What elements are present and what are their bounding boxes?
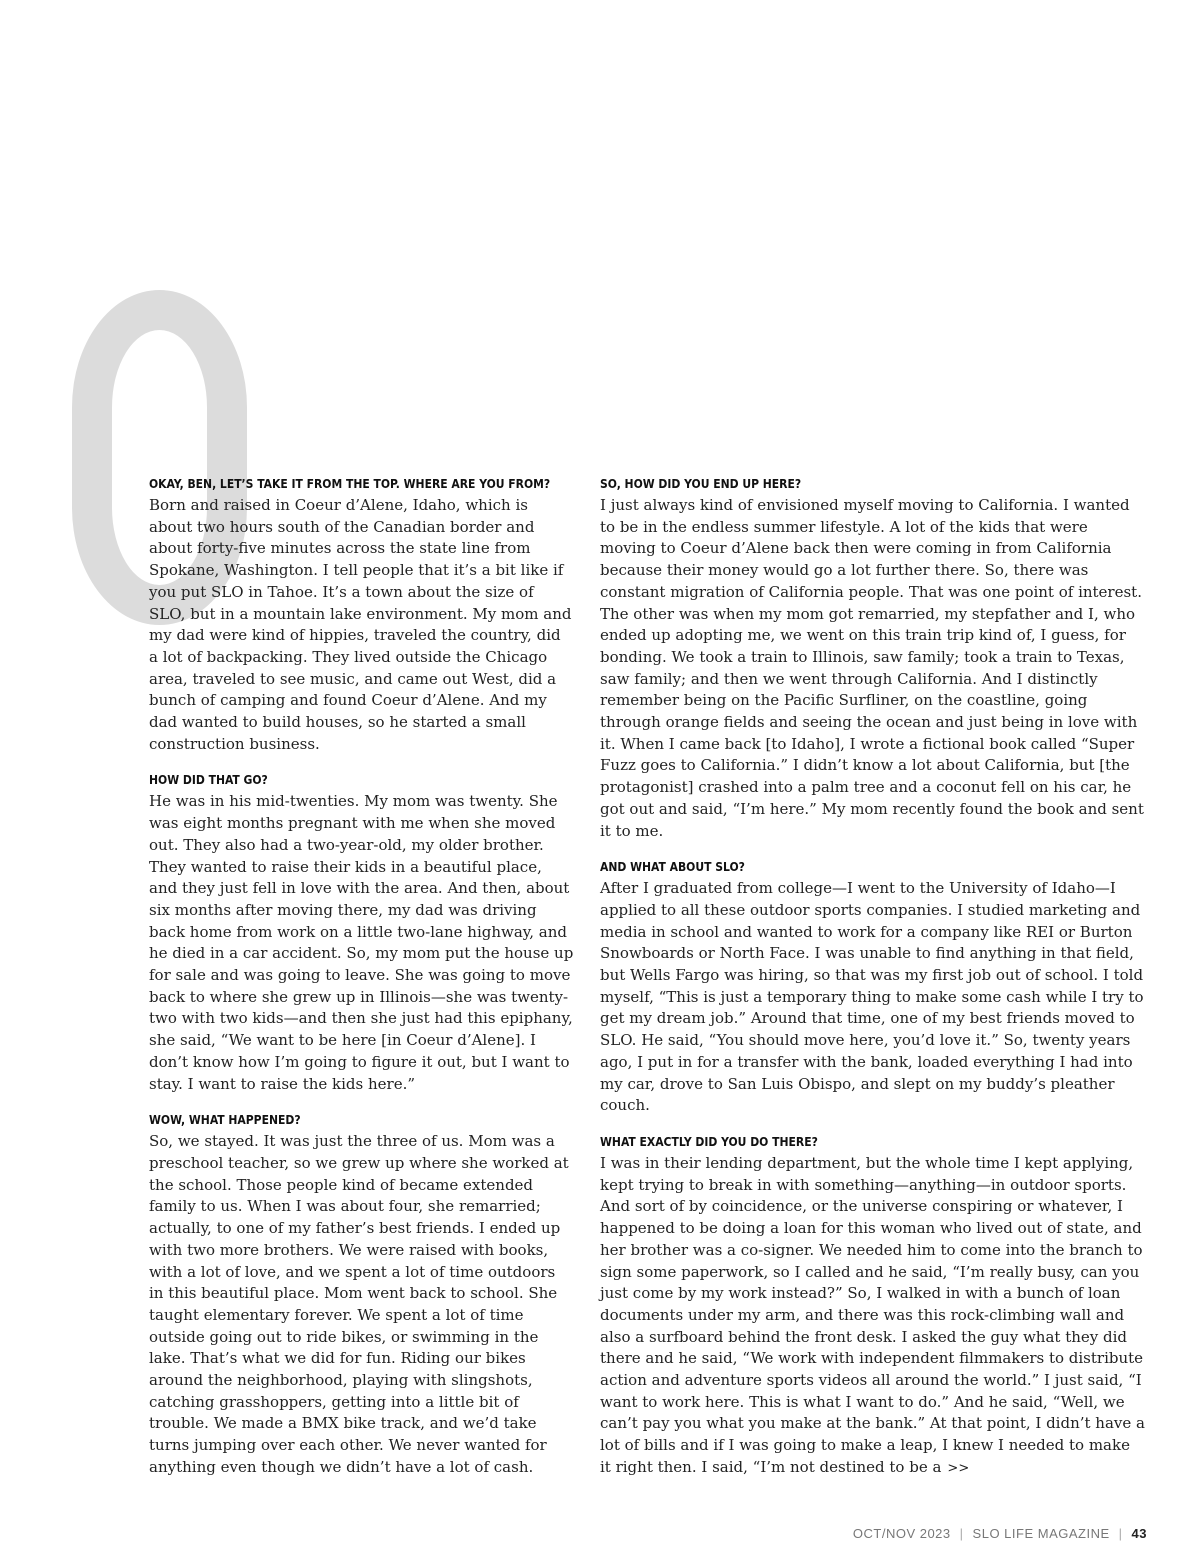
article-column-right [600, 475, 1145, 1496]
page-footer [0, 1526, 1147, 1541]
question-heading: AND WHAT ABOUT SLO? [600, 860, 745, 875]
footer-separator: | [959, 1526, 964, 1541]
answer-paragraph-continued [600, 1153, 1145, 1480]
question-heading: OKAY, BEN, LET’S TAKE IT FROM THE TOP. WHERE ARE YOU FROM? [149, 477, 551, 491]
answer-paragraph: After I graduated from college—I went to the University of Idaho—I applied to all these outdoor sports companies. I studied marketing and media in school and wanted to work for a company like REI or Burton Snowboards or North Face. I was unable to find anything in that field, but Wells Fargo was hiring, so that was my first job out of school. I told myself, “This is just a temporary thing to make some cash while I try to get my dream job.” Around that time, one of my best friends moved to SLO. He said, “You should move here, you’d love it.” So, twenty years ago, I put in for a transfer with the bank, loaded everything I had into my car, drove to San Luis Obispo, and slept on my buddy’s pleather couch. [600, 879, 1144, 1115]
answer-paragraph: So, we stayed. It was just the three of us. Mom was a preschool teacher, so we grew up where she worked at the school. Those people kind of became extended family to us. When I was about four, she remarried; actually, to one of my father’s best friends. I ended up with two more brothers. We were raised with books, with a lot of love, and we spent a lot of time outdoors in this beautiful place. Mom went back to school. She taught elementary forever. We spent a lot of time outside going out to ride bikes, or swimming in the lake. That’s what we did for fun. Riding our bikes around the neighborhood, playing with slingshots, catching grasshoppers, getting into a little bit of trouble. We made a BMX bike track, and we’d take turns jumping over each other. We never wanted for anything even though we didn’t have a lot of cash. [149, 1132, 569, 1476]
magazine-name: SLO LIFE MAGAZINE [972, 1526, 1110, 1541]
answer-paragraph: I just always kind of envisioned myself moving to California. I wanted to be in the endless summer lifestyle. A lot of the kids that were moving to Coeur d’Alene back then were coming in from California because their money would go a lot further there. So, there was constant migration of California people. That was one point of interest. The other was when my mom got remarried, my stepfather and I, who ended up adopting me, we went on this train trip kind of, I guess, for bonding. We took a train to Illinois, saw family; took a train to Texas, saw family; and then we went through California. And I distinctly remember being on the Pacific Surfliner, on the coastline, going through orange fields and seeing the ocean and just being in love with it. When I came back [to Idaho], I wrote a fictional book called “Super Fuzz goes to California.” I didn’t know a lot about California, but [the protagonist] crashed into a palm tree and a coconut fell on his car, he got out and said, “I’m here.” My mom recently found the book and sent it to me. [600, 496, 1144, 840]
continued-marker: >> [947, 1460, 970, 1476]
question-heading: HOW DID THAT GO? [149, 773, 268, 788]
question-heading: WOW, WHAT HAPPENED? [149, 1113, 301, 1128]
question-heading: SO, HOW DID YOU END UP HERE? [600, 477, 802, 491]
answer-paragraph: Born and raised in Coeur d’Alene, Idaho, which is about two hours south of the Canadian border and about forty-five minutes across the state line from Spokane, Washington. I tell people that it’s a bit like if you put SLO in Tahoe. It’s a town about the size of SLO, but in a mountain lake environment. My mom and my dad were kind of hippies, traveled the country, did a lot of backpacking. They lived outside the Chicago area, traveled to see music, and came out West, did a bunch of camping and found Coeur d’Alene. And my dad wanted to build houses, so he started a small construction business. [149, 496, 572, 753]
answer-text: I was in their lending department, but the whole time I kept applying, kept trying to break in with something—anything—in outdoor sports. And sort of by coincidence, or the universe conspiring or whatever, I happened to be doing a loan for this woman who lived out of state, and her brother was a co-signer. We needed him to come into the branch to sign some paperwork, so I called and he said, “I’m really busy, can you just come by my work instead?” So, I walked in with a bunch of loan documents under my arm, and there was this rock-climbing wall and also a surfboard behind the front desk. I asked the guy what they did there and he said, “We work with independent filmmakers to distribute action and adventure sports videos all around the world.” I just said, “I want to work here. This is what I want to do.” And he said, “Well, we can’t pay you what you make at the bank.” At that point, I didn’t have a lot of bills and if I was going to make a leap, I knew I needed to make it right then. I said, “I’m not destined to be a [600, 1153, 1145, 1476]
page-number: 43 [1131, 1526, 1147, 1541]
article-column-left [149, 475, 574, 1495]
answer-paragraph: He was in his mid-twenties. My mom was twenty. She was eight months pregnant with me when she moved out. They also had a two-year-old, my older brother. They wanted to raise their kids in a beautiful place, and they just fell in love with the area. And then, about six months after moving there, my dad was driving back home from work on a little two-lane highway, and he died in a car accident. So, my mom put the house up for sale and was going to leave. She was going to move back to where she grew up in Illinois—she was twenty-two with two kids—and then she just had this epiphany, she said, “We want to be here [in Coeur d’Alene]. I don’t know how I’m going to figure it out, but I want to stay. I want to raise the kids here.” [149, 792, 574, 1093]
footer-separator: | [1118, 1526, 1123, 1541]
question-heading: WHAT EXACTLY DID YOU DO THERE? [600, 1134, 818, 1149]
issue-date: OCT/NOV 2023 [852, 1526, 951, 1541]
